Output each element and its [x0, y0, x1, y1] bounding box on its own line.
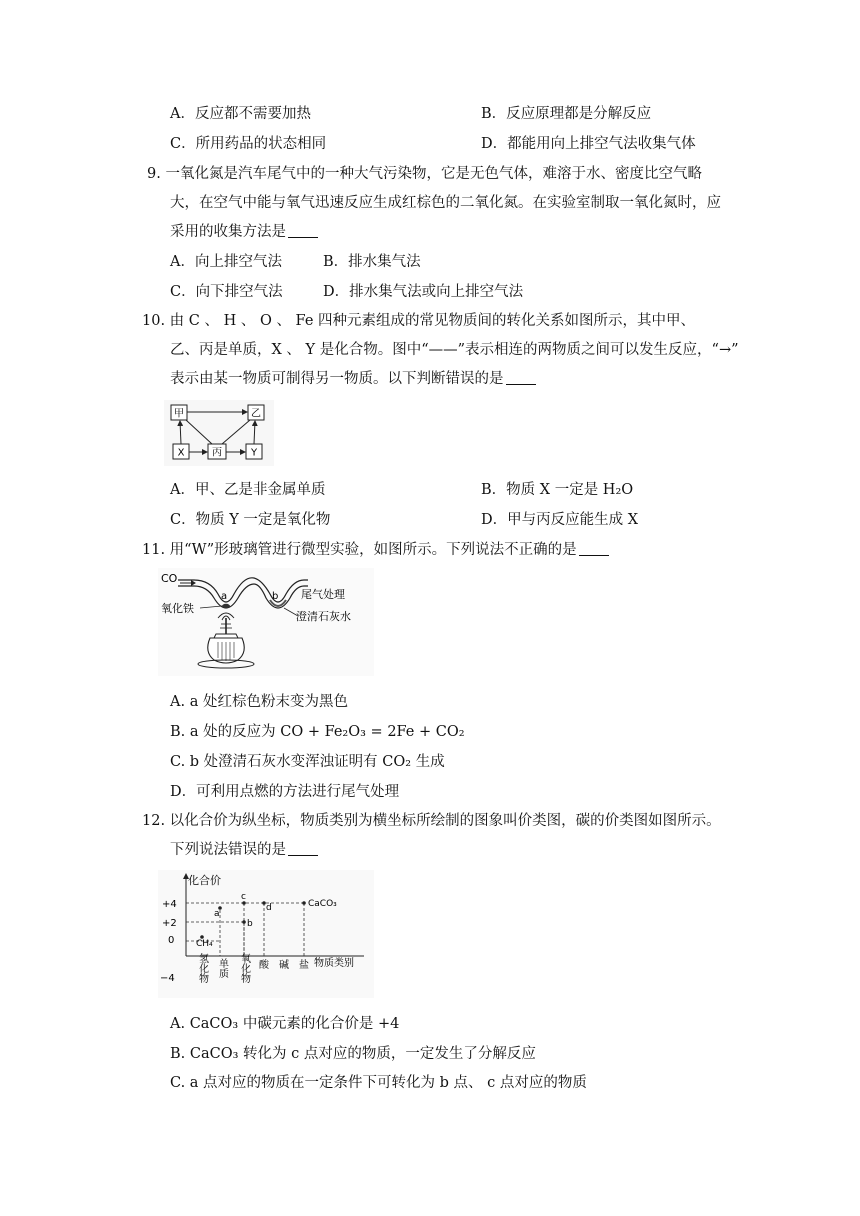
point-c-label: c: [241, 892, 246, 902]
q10-option-b: B．物质 X 一定是 H₂O: [481, 482, 634, 498]
q11-option-b: B. a 处的反应为 CO + Fe₂O₃ = 2Fe + CO₂: [170, 724, 465, 740]
q10-option-d: D．甲与丙反应能生成 X: [481, 512, 639, 528]
q10-option-c: C．物质 Y 一定是氧化物: [170, 512, 331, 528]
point-d-label: d: [266, 903, 272, 913]
q10-transformation-diagram: [164, 400, 274, 466]
node-y: Y: [250, 447, 258, 459]
node-jia: 甲: [174, 408, 184, 420]
tail-gas-label: 尾气处理: [301, 588, 345, 601]
node-yi: 乙: [251, 408, 261, 420]
q10-text-line1: 10. 由 C 、 H 、 O 、 Fe 四种元素组成的常见物质间的转化关系如图所示，其中甲、: [142, 313, 696, 329]
q12-option-a: A. CaCO₃ 中碳元素的化合价是 +4: [170, 1016, 400, 1032]
xcat-element: 单质: [216, 958, 228, 978]
q12-answer-blank[interactable]: [288, 841, 318, 856]
point-a-label: a: [214, 909, 220, 919]
xcat-oxide: 氧化物: [238, 953, 250, 983]
q11-stem: 11. 用“W”形玻璃管进行微型实验，如图所示。下列说法不正确的是: [142, 542, 577, 558]
q9-text-line1: 9. 一氧化氮是汽车尾气中的一种大气污染物，它是无色气体，难溶于水、密度比空气略: [147, 166, 702, 182]
y-axis-title: 化合价: [188, 874, 221, 887]
ytick-minus4: −4: [160, 973, 175, 984]
q11-text-line1: [142, 540, 609, 560]
point-b-label: b: [272, 591, 279, 602]
q8-option-c: C．所用药品的状态相同: [170, 136, 327, 152]
q10-text-line2: 乙、丙是单质，X 、 Y 是化合物。图中“——”表示相连的两物质之间可以发生反应，“→”: [170, 342, 739, 358]
q9-answer-blank[interactable]: [288, 223, 318, 238]
q10-text-line3: [170, 369, 536, 389]
limewater-label: 澄清石灰水: [296, 610, 351, 623]
xcat-base: 碱: [279, 960, 289, 971]
q12-text-line2: [170, 840, 318, 860]
q10-stem-end: 表示由某一物质可制得另一物质。以下判断错误的是: [170, 371, 504, 387]
point-ch4-label: CH₄: [196, 939, 213, 949]
q9-text-line2: 大，在空气中能与氧气迅速反应生成红棕色的二氧化氮。在实验室制取一氧化氮时，应: [170, 195, 721, 211]
ytick-plus2: +2: [162, 918, 177, 929]
node-bing: 丙: [212, 447, 222, 459]
q12-text-line1: 12. 以化合价为纵坐标，物质类别为横坐标所绘制的图象叫价类图，碳的价类图如图所示。: [142, 813, 721, 829]
q10-option-a: A．甲、乙是非金属单质: [170, 482, 326, 498]
ytick-zero: 0: [168, 935, 175, 946]
q9-option-d: D．排水集气法或向上排空气法: [323, 284, 524, 300]
xcat-acid: 酸: [259, 960, 269, 971]
co-label: CO: [161, 572, 178, 585]
q12-option-c: C. a 点对应的物质在一定条件下可转化为 b 点、 c 点对应的物质: [170, 1075, 587, 1091]
q12-stem-end: 下列说法错误的是: [170, 842, 286, 858]
q12-valence-class-chart: [158, 870, 374, 998]
xcat-hydride: 氢化物: [196, 953, 208, 983]
q11-w-tube-apparatus: [158, 568, 374, 676]
point-b-label: b: [247, 919, 253, 929]
q11-answer-blank[interactable]: [579, 541, 609, 556]
q9-option-b: B．排水集气法: [323, 254, 421, 270]
q9-stem-end: 采用的收集方法是: [170, 224, 286, 240]
iron-oxide-label: 氧化铁: [161, 602, 194, 615]
q11-option-a: A. a 处红棕色粉末变为黑色: [170, 694, 348, 710]
q9-option-c: C．向下排空气法: [170, 284, 283, 300]
q8-option-d: D．都能用向上排空气法收集气体: [481, 136, 696, 152]
point-a-label: a: [221, 591, 228, 602]
q11-option-c: C. b 处澄清石灰水变浑浊证明有 CO₂ 生成: [170, 754, 445, 770]
q8-option-b: B．反应原理都是分解反应: [481, 106, 652, 122]
xcat-salt: 盐: [299, 960, 309, 971]
q9-option-a: A．向上排空气法: [170, 254, 282, 270]
q9-text-line3: [170, 222, 318, 242]
x-axis-title: 物质类别: [314, 958, 354, 969]
point-caco3-label: CaCO₃: [308, 899, 337, 909]
q12-option-b: B. CaCO₃ 转化为 c 点对应的物质，一定发生了分解反应: [170, 1046, 536, 1062]
q8-option-a: A．反应都不需要加热: [170, 106, 311, 122]
ytick-plus4: +4: [162, 899, 177, 910]
q11-option-d: D．可利用点燃的方法进行尾气处理: [170, 784, 400, 800]
q10-answer-blank[interactable]: [506, 370, 536, 385]
node-x: X: [177, 447, 185, 459]
